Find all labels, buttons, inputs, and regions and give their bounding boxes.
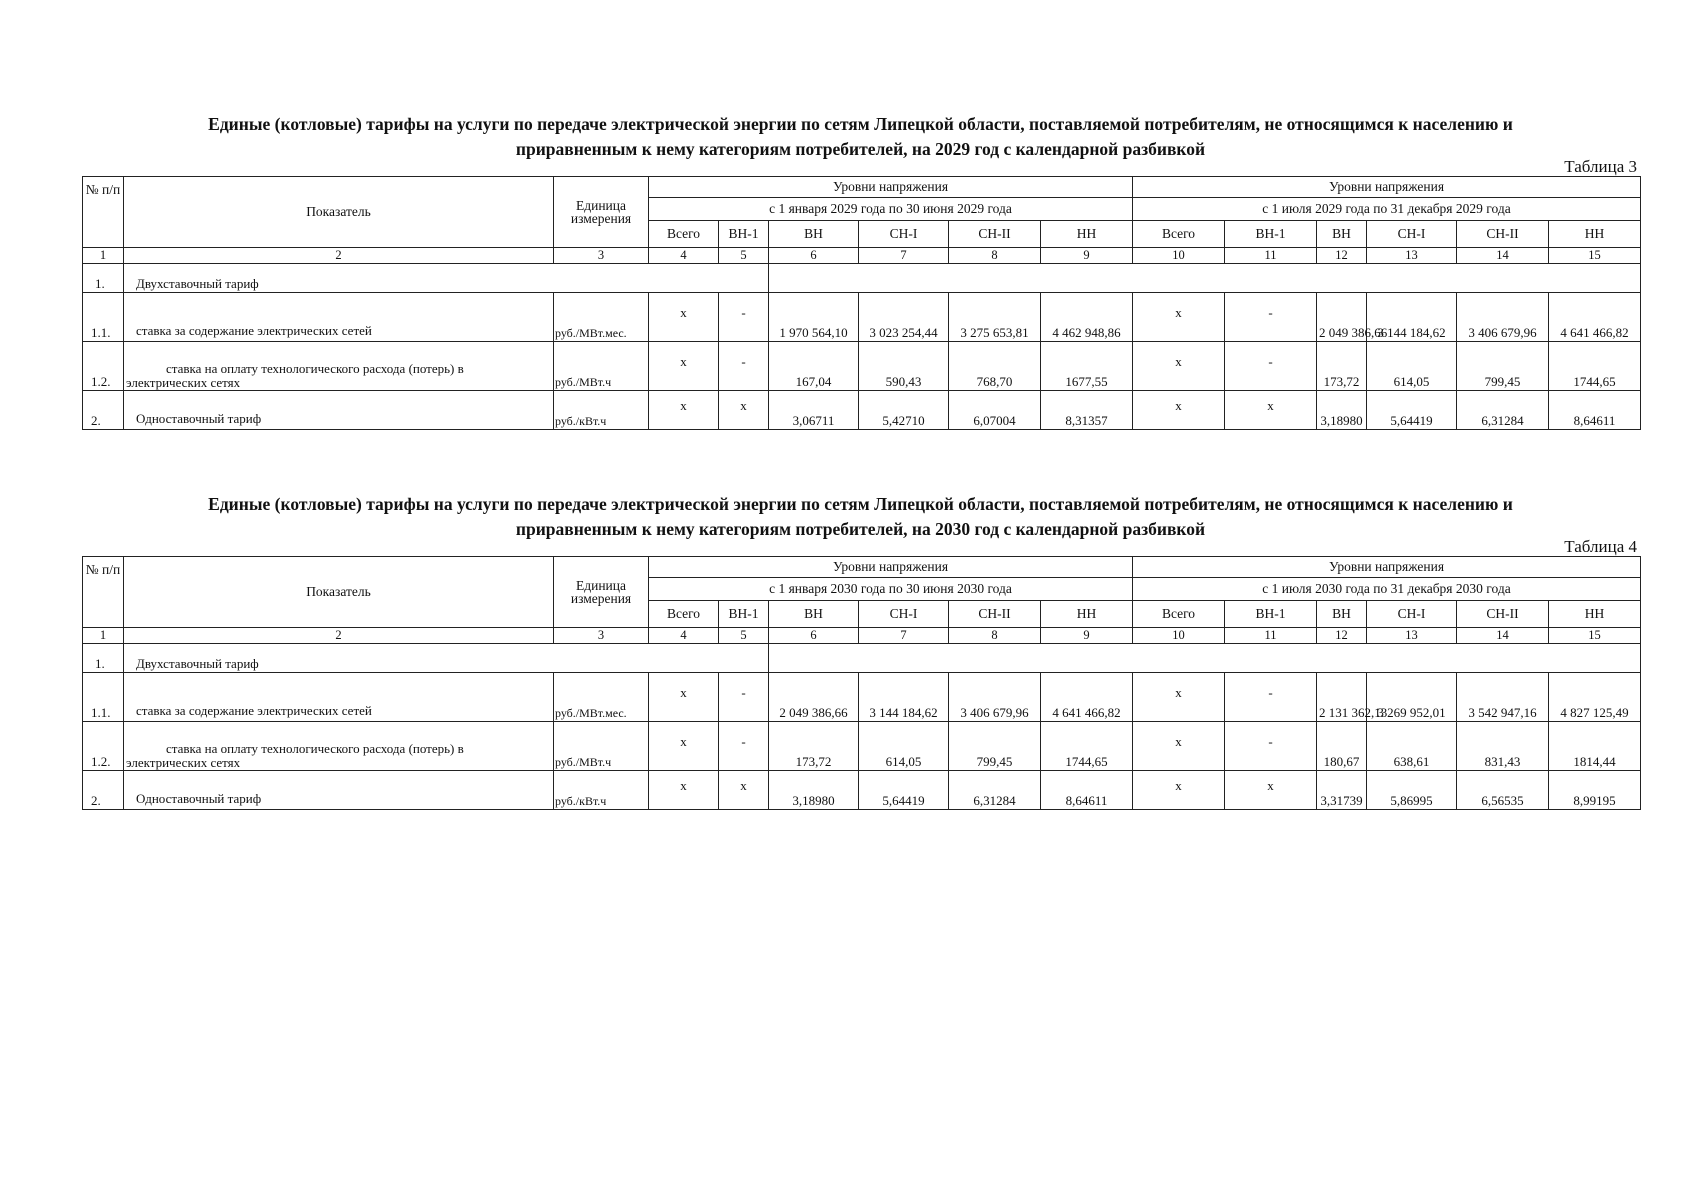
cell-mark: x	[1133, 391, 1225, 430]
cell-mark: -	[719, 673, 769, 722]
cell-value: 6,56535	[1457, 771, 1549, 810]
header-col: ВН-1	[1225, 601, 1317, 628]
cell-value: 5,64419	[1367, 391, 1457, 430]
cell-value: 4 827 125,49	[1549, 673, 1641, 722]
row-number: 1.2.	[83, 722, 124, 771]
cell-value: 831,43	[1457, 722, 1549, 771]
column-index: 9	[1041, 628, 1133, 644]
cell-value: 799,45	[949, 722, 1041, 771]
cell-value: 1744,65	[1041, 722, 1133, 771]
column-index: 2	[124, 248, 554, 264]
header-levels-2: Уровни напряжения	[1133, 177, 1641, 198]
row-name: ставка за содержание электрических сетей	[124, 673, 554, 722]
row-name-line-2: электрических сетях	[126, 375, 241, 390]
table-number-label: Таблица 3	[1564, 157, 1637, 176]
header-col: СН-II	[1457, 221, 1549, 248]
cell-value: 8,64611	[1041, 771, 1133, 810]
cell-mark: x	[1133, 722, 1225, 771]
cell-mark: x	[649, 342, 719, 391]
cell-mark: x	[649, 673, 719, 722]
header-period-1: с 1 января 2029 года по 30 июня 2029 года	[649, 198, 1133, 221]
cell-mark: x	[1225, 771, 1317, 810]
row-unit: руб./МВт.ч	[554, 722, 649, 771]
header-col: НН	[1041, 221, 1133, 248]
cell-value: 180,67	[1317, 722, 1367, 771]
column-index: 8	[949, 628, 1041, 644]
column-index: 14	[1457, 628, 1549, 644]
header-col: СН-I	[1367, 221, 1457, 248]
row-name-line-1: ставка на оплату технологического расхода (потерь) в	[166, 361, 464, 376]
cell-value: 614,05	[1367, 342, 1457, 391]
header-col: ВН-1	[719, 601, 769, 628]
header-col: СН-II	[949, 221, 1041, 248]
table-title-line-1: Единые (котловые) тарифы на услуги по передаче электрической энергии по сетям Липецкой области, поставляемой потребителям, не относящимся к населению и	[208, 114, 1513, 134]
cell-mark: -	[1225, 673, 1317, 722]
header-col: НН	[1549, 601, 1641, 628]
cell-value: 5,42710	[859, 391, 949, 430]
table-row	[83, 673, 1641, 722]
cell-mark: x	[1133, 771, 1225, 810]
table-title-line-2: приравненным к нему категориям потребителей, на 2030 год с календарной разбивкой	[515, 519, 1206, 539]
cell-value: 4 462 948,86	[1041, 293, 1133, 342]
header-levels-2: Уровни напряжения	[1133, 557, 1641, 578]
row-unit: руб./МВт.мес.	[554, 293, 649, 342]
column-index: 1	[83, 248, 124, 264]
cell-value: 167,04	[769, 342, 859, 391]
header-num: № п/п	[83, 557, 124, 628]
row-name	[124, 342, 554, 391]
cell-value: 3,06711	[769, 391, 859, 430]
cell-value: 2 049 386,66	[1317, 293, 1367, 342]
column-index: 4	[649, 628, 719, 644]
header-unit: Единица измерения	[554, 557, 649, 628]
cell-value: 3 406 679,96	[949, 673, 1041, 722]
table-row	[83, 342, 1641, 391]
table-title-line-2: приравненным к нему категориям потребителей, на 2029 год с календарной разбивкой	[515, 139, 1206, 159]
row-empty-cells	[769, 644, 1641, 673]
header-col: СН-I	[1367, 601, 1457, 628]
header-col: ВН	[769, 601, 859, 628]
table-row	[83, 293, 1641, 342]
cell-value: 3,18980	[769, 771, 859, 810]
cell-value: 3 023 254,44	[859, 293, 949, 342]
cell-mark: -	[1225, 722, 1317, 771]
cell-value: 4 641 466,82	[1549, 293, 1641, 342]
row-unit: руб./МВт.ч	[554, 342, 649, 391]
cell-value: 3 406 679,96	[1457, 293, 1549, 342]
cell-value: 3 144 184,62	[859, 673, 949, 722]
cell-mark: x	[649, 293, 719, 342]
header-col: Всего	[649, 221, 719, 248]
row-unit: руб./кВт.ч	[554, 771, 649, 810]
cell-value: 6,31284	[1457, 391, 1549, 430]
cell-value: 3,31739	[1317, 771, 1367, 810]
column-index: 6	[769, 248, 859, 264]
header-col: СН-I	[859, 221, 949, 248]
cell-mark: -	[1225, 293, 1317, 342]
column-index: 15	[1549, 628, 1641, 644]
tariff-table-block-2030	[82, 492, 1639, 810]
header-col: СН-II	[949, 601, 1041, 628]
table-row	[83, 644, 1641, 673]
table-title	[91, 492, 1631, 542]
header-col: ВН	[1317, 221, 1367, 248]
cell-value: 799,45	[1457, 342, 1549, 391]
row-number: 1.1.	[83, 293, 124, 342]
cell-value: 3 269 952,01	[1367, 673, 1457, 722]
tariff-table	[82, 556, 1641, 810]
table-row	[83, 391, 1641, 430]
cell-value: 1 970 564,10	[769, 293, 859, 342]
header-col: НН	[1041, 601, 1133, 628]
cell-mark: x	[1133, 293, 1225, 342]
column-index: 1	[83, 628, 124, 644]
cell-value: 590,43	[859, 342, 949, 391]
row-number: 1.1.	[83, 673, 124, 722]
cell-mark: x	[1133, 342, 1225, 391]
row-name: Двухставочный тариф	[124, 644, 769, 673]
cell-mark: -	[719, 293, 769, 342]
header-col: Всего	[649, 601, 719, 628]
header-row	[83, 557, 1641, 578]
header-period-2: с 1 июля 2029 года по 31 декабря 2029 года	[1133, 198, 1641, 221]
cell-mark: -	[1225, 342, 1317, 391]
cell-value: 8,31357	[1041, 391, 1133, 430]
header-period-1: с 1 января 2030 года по 30 июня 2030 года	[649, 578, 1133, 601]
cell-mark: x	[649, 771, 719, 810]
header-period-2: с 1 июля 2030 года по 31 декабря 2030 года	[1133, 578, 1641, 601]
row-name: Одноставочный тариф	[124, 391, 554, 430]
cell-value: 3 542 947,16	[1457, 673, 1549, 722]
column-index: 15	[1549, 248, 1641, 264]
column-index: 14	[1457, 248, 1549, 264]
header-col: НН	[1549, 221, 1641, 248]
header-unit: Единица измерения	[554, 177, 649, 248]
column-index: 12	[1317, 248, 1367, 264]
cell-value: 1814,44	[1549, 722, 1641, 771]
cell-mark: x	[1133, 673, 1225, 722]
cell-value: 5,64419	[859, 771, 949, 810]
column-index: 10	[1133, 628, 1225, 644]
row-unit: руб./кВт.ч	[554, 391, 649, 430]
cell-value: 6,07004	[949, 391, 1041, 430]
column-index: 11	[1225, 628, 1317, 644]
cell-value: 4 641 466,82	[1041, 673, 1133, 722]
row-name-line-2: электрических сетях	[126, 755, 241, 770]
table-title-line-1: Единые (котловые) тарифы на услуги по передаче электрической энергии по сетям Липецкой области, поставляемой потребителям, не относящимся к населению и	[208, 494, 1513, 514]
header-num: № п/п	[83, 177, 124, 248]
column-index: 8	[949, 248, 1041, 264]
row-name: Одноставочный тариф	[124, 771, 554, 810]
cell-mark: x	[1225, 391, 1317, 430]
cell-value: 3 275 653,81	[949, 293, 1041, 342]
table-row	[83, 771, 1641, 810]
cell-mark: -	[719, 722, 769, 771]
column-index: 6	[769, 628, 859, 644]
column-index-row	[83, 628, 1641, 644]
row-name: Двухставочный тариф	[124, 264, 769, 293]
cell-value: 1744,65	[1549, 342, 1641, 391]
row-number: 1.2.	[83, 342, 124, 391]
cell-mark: x	[719, 771, 769, 810]
row-number: 1.	[83, 644, 124, 673]
column-index: 7	[859, 248, 949, 264]
row-name	[124, 722, 554, 771]
table-number-label: Таблица 4	[1564, 537, 1637, 556]
column-index: 13	[1367, 628, 1457, 644]
header-col: ВН-1	[1225, 221, 1317, 248]
cell-value: 2 049 386,66	[769, 673, 859, 722]
column-index: 10	[1133, 248, 1225, 264]
header-levels-1: Уровни напряжения	[649, 557, 1133, 578]
row-name-line-1: ставка на оплату технологического расхода (потерь) в	[166, 741, 464, 756]
cell-value: 8,64611	[1549, 391, 1641, 430]
cell-mark: x	[719, 391, 769, 430]
column-index: 2	[124, 628, 554, 644]
cell-mark: x	[649, 722, 719, 771]
header-levels-1: Уровни напряжения	[649, 177, 1133, 198]
row-name: ставка за содержание электрических сетей	[124, 293, 554, 342]
table-row	[83, 264, 1641, 293]
column-index: 3	[554, 248, 649, 264]
header-row	[83, 177, 1641, 198]
row-empty-cells	[769, 264, 1641, 293]
cell-value: 1677,55	[1041, 342, 1133, 391]
cell-value: 5,86995	[1367, 771, 1457, 810]
header-col: СН-II	[1457, 601, 1549, 628]
row-number: 2.	[83, 771, 124, 810]
cell-value: 768,70	[949, 342, 1041, 391]
cell-value: 614,05	[859, 722, 949, 771]
table-title	[91, 112, 1631, 162]
table-row	[83, 722, 1641, 771]
header-col: ВН	[769, 221, 859, 248]
row-number: 2.	[83, 391, 124, 430]
cell-value: 8,99195	[1549, 771, 1641, 810]
column-index: 11	[1225, 248, 1317, 264]
header-col: СН-I	[859, 601, 949, 628]
cell-value: 6,31284	[949, 771, 1041, 810]
cell-value: 173,72	[769, 722, 859, 771]
row-number: 1.	[83, 264, 124, 293]
column-index: 3	[554, 628, 649, 644]
column-index: 7	[859, 628, 949, 644]
column-index: 5	[719, 628, 769, 644]
column-index: 12	[1317, 628, 1367, 644]
header-indicator: Показатель	[124, 177, 554, 248]
cell-value: 2 131 362,13	[1317, 673, 1367, 722]
column-index: 9	[1041, 248, 1133, 264]
header-col: ВН-1	[719, 221, 769, 248]
cell-value: 3,18980	[1317, 391, 1367, 430]
cell-value: 3 144 184,62	[1367, 293, 1457, 342]
cell-mark: -	[719, 342, 769, 391]
tariff-table	[82, 176, 1641, 430]
row-unit: руб./МВт.мес.	[554, 673, 649, 722]
cell-mark: x	[649, 391, 719, 430]
header-indicator: Показатель	[124, 557, 554, 628]
tariff-table-block-2029	[82, 112, 1639, 430]
column-index: 4	[649, 248, 719, 264]
column-index: 13	[1367, 248, 1457, 264]
header-col: Всего	[1133, 601, 1225, 628]
column-index-row	[83, 248, 1641, 264]
header-col: Всего	[1133, 221, 1225, 248]
header-col: ВН	[1317, 601, 1367, 628]
cell-value: 638,61	[1367, 722, 1457, 771]
cell-value: 173,72	[1317, 342, 1367, 391]
column-index: 5	[719, 248, 769, 264]
